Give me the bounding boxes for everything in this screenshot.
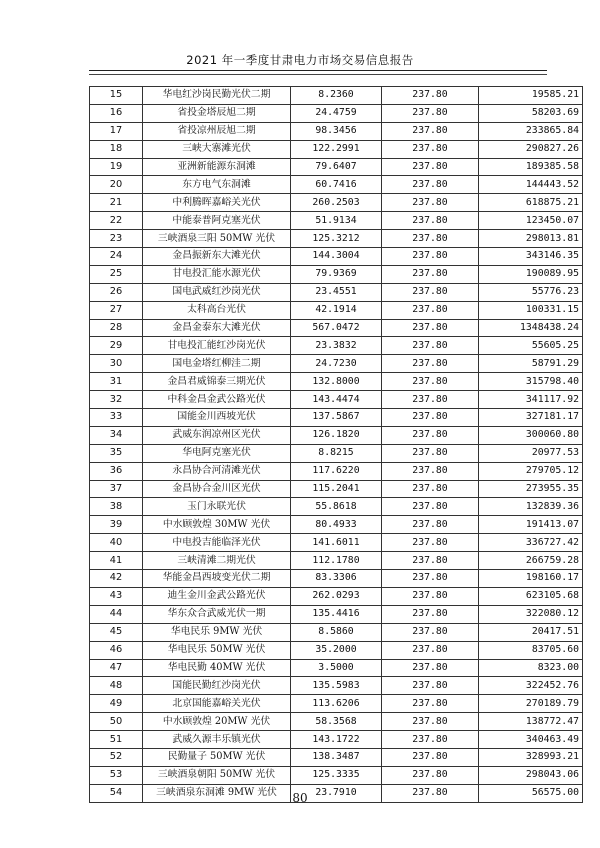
amount-cell: 19585.21 [479,87,583,105]
row-number-cell: 36 [90,462,143,480]
amount-cell: 189385.58 [479,158,583,176]
price-cell: 237.80 [382,104,479,122]
price-cell: 237.80 [382,355,479,373]
price-cell: 237.80 [382,552,479,570]
station-name-cell: 华电民乐 50MW 光伏 [143,641,291,659]
table-row [90,248,583,266]
table-row [90,265,583,283]
price-cell: 237.80 [382,265,479,283]
capacity-cell: 137.5867 [291,409,382,427]
amount-cell: 343146.35 [479,248,583,266]
price-cell: 237.80 [382,480,479,498]
capacity-cell: 98.3456 [291,122,382,140]
station-name-cell: 武威久源丰乐镇光伏 [143,731,291,749]
station-name-cell: 甘电投汇能水源光伏 [143,265,291,283]
price-cell: 237.80 [382,230,479,248]
row-number-cell: 54 [90,784,143,802]
table-row [90,337,583,355]
price-cell: 237.80 [382,337,479,355]
table-row [90,480,583,498]
row-number-cell: 29 [90,337,143,355]
amount-cell: 327181.17 [479,409,583,427]
capacity-cell: 23.7910 [291,784,382,802]
price-cell: 237.80 [382,659,479,677]
station-name-cell: 华电红沙岗民勤光伏二期 [143,87,291,105]
table-row [90,176,583,194]
station-name-cell: 国电金塔红柳洼二期 [143,355,291,373]
table-row [90,731,583,749]
capacity-cell: 143.4474 [291,391,382,409]
row-number-cell: 41 [90,552,143,570]
station-name-cell: 三峡酒泉朝阳 50MW 光伏 [143,766,291,784]
price-cell: 237.80 [382,140,479,158]
row-number-cell: 38 [90,498,143,516]
station-name-cell: 金昌振新东大滩光伏 [143,248,291,266]
station-name-cell: 东方电气东洞滩 [143,176,291,194]
table-row [90,695,583,713]
table-row [90,391,583,409]
row-number-cell: 22 [90,212,143,230]
amount-cell: 266759.28 [479,552,583,570]
header-rule-thin [89,74,547,75]
header-rule [89,70,547,71]
amount-cell: 132839.36 [479,498,583,516]
capacity-cell: 3.5000 [291,659,382,677]
capacity-cell: 8.2360 [291,87,382,105]
station-name-cell: 甘电投汇能红沙岗光伏 [143,337,291,355]
row-number-cell: 19 [90,158,143,176]
row-number-cell: 48 [90,677,143,695]
price-cell: 237.80 [382,731,479,749]
capacity-cell: 24.7230 [291,355,382,373]
price-cell: 237.80 [382,516,479,534]
row-number-cell: 42 [90,570,143,588]
row-number-cell: 47 [90,659,143,677]
station-name-cell: 华能金昌西坡变光伏二期 [143,570,291,588]
station-name-cell: 金昌协合金川区光伏 [143,480,291,498]
amount-cell: 55776.23 [479,283,583,301]
station-name-cell: 三峡大寨滩光伏 [143,140,291,158]
row-number-cell: 25 [90,265,143,283]
capacity-cell: 112.1780 [291,552,382,570]
amount-cell: 58203.69 [479,104,583,122]
price-cell: 237.80 [382,623,479,641]
station-name-cell: 华电阿克塞光伏 [143,444,291,462]
row-number-cell: 49 [90,695,143,713]
amount-cell: 233865.84 [479,122,583,140]
table-row [90,301,583,319]
amount-cell: 190089.95 [479,265,583,283]
amount-cell: 279705.12 [479,462,583,480]
capacity-cell: 42.1914 [291,301,382,319]
station-name-cell: 三峡酒泉三阳 50MW 光伏 [143,230,291,248]
amount-cell: 55605.25 [479,337,583,355]
row-number-cell: 24 [90,248,143,266]
row-number-cell: 37 [90,480,143,498]
capacity-cell: 80.4933 [291,516,382,534]
price-cell: 237.80 [382,176,479,194]
table-row [90,158,583,176]
station-name-cell: 华电民乐 9MW 光伏 [143,623,291,641]
table-row [90,87,583,105]
table-row [90,104,583,122]
table-row [90,605,583,623]
amount-cell: 322452.76 [479,677,583,695]
amount-cell: 100331.15 [479,301,583,319]
amount-cell: 290827.26 [479,140,583,158]
table-row [90,462,583,480]
row-number-cell: 33 [90,409,143,427]
capacity-cell: 35.2000 [291,641,382,659]
settlement-table [89,86,583,803]
capacity-cell: 23.3832 [291,337,382,355]
price-cell: 237.80 [382,695,479,713]
price-cell: 237.80 [382,301,479,319]
amount-cell: 322080.12 [479,605,583,623]
row-number-cell: 39 [90,516,143,534]
price-cell: 237.80 [382,462,479,480]
row-number-cell: 26 [90,283,143,301]
station-name-cell: 北京国能嘉峪关光伏 [143,695,291,713]
capacity-cell: 23.4551 [291,283,382,301]
amount-cell: 8323.00 [479,659,583,677]
row-number-cell: 30 [90,355,143,373]
price-cell: 237.80 [382,426,479,444]
table-row [90,534,583,552]
capacity-cell: 141.6011 [291,534,382,552]
capacity-cell: 79.6407 [291,158,382,176]
page-header-title: 2021 年一季度甘肃电力市场交易信息报告 [186,53,414,67]
capacity-cell: 262.0293 [291,587,382,605]
table-body [90,87,583,803]
price-cell: 237.80 [382,158,479,176]
station-name-cell: 中利腾晖嘉峪关光伏 [143,194,291,212]
capacity-cell: 8.8215 [291,444,382,462]
amount-cell: 83705.60 [479,641,583,659]
amount-cell: 123450.07 [479,212,583,230]
price-cell: 237.80 [382,122,479,140]
row-number-cell: 18 [90,140,143,158]
station-name-cell: 永昌协合河清滩光伏 [143,462,291,480]
amount-cell: 20417.51 [479,623,583,641]
amount-cell: 623105.68 [479,587,583,605]
table-row [90,355,583,373]
station-name-cell: 华电民勤 40MW 光伏 [143,659,291,677]
capacity-cell: 55.8618 [291,498,382,516]
table-row [90,641,583,659]
station-name-cell: 亚洲新能源东洞滩 [143,158,291,176]
table-row [90,230,583,248]
station-name-cell: 三峡清滩二期光伏 [143,552,291,570]
amount-cell: 144443.52 [479,176,583,194]
table-row [90,587,583,605]
table-row [90,283,583,301]
price-cell: 237.80 [382,248,479,266]
table-row [90,677,583,695]
capacity-cell: 115.2041 [291,480,382,498]
row-number-cell: 15 [90,87,143,105]
capacity-cell: 24.4759 [291,104,382,122]
table-row [90,140,583,158]
station-name-cell: 省投凉州辰旭二期 [143,122,291,140]
station-name-cell: 中能泰普阿克塞光伏 [143,212,291,230]
price-cell: 237.80 [382,319,479,337]
capacity-cell: 138.3487 [291,748,382,766]
row-number-cell: 53 [90,766,143,784]
station-name-cell: 中水顾敦煌 30MW 光伏 [143,516,291,534]
capacity-cell: 83.3306 [291,570,382,588]
row-number-cell: 51 [90,731,143,749]
table-row [90,659,583,677]
amount-cell: 270189.79 [479,695,583,713]
capacity-cell: 567.0472 [291,319,382,337]
table-row [90,516,583,534]
row-number-cell: 17 [90,122,143,140]
row-number-cell: 44 [90,605,143,623]
price-cell: 237.80 [382,283,479,301]
table-row [90,713,583,731]
station-name-cell: 中电投吉能临泽光伏 [143,534,291,552]
capacity-cell: 125.3212 [291,230,382,248]
row-number-cell: 20 [90,176,143,194]
price-cell: 237.80 [382,212,479,230]
amount-cell: 1348438.24 [479,319,583,337]
row-number-cell: 31 [90,373,143,391]
price-cell: 237.80 [382,391,479,409]
station-name-cell: 中科金昌金武公路光伏 [143,391,291,409]
row-number-cell: 21 [90,194,143,212]
amount-cell: 58791.29 [479,355,583,373]
capacity-cell: 113.6206 [291,695,382,713]
amount-cell: 56575.00 [479,784,583,802]
capacity-cell: 122.2991 [291,140,382,158]
station-name-cell: 省投金塔辰旭二期 [143,104,291,122]
table-row [90,444,583,462]
row-number-cell: 43 [90,587,143,605]
price-cell: 237.80 [382,373,479,391]
table-row [90,498,583,516]
price-cell: 237.80 [382,784,479,802]
capacity-cell: 58.3568 [291,713,382,731]
station-name-cell: 华东众合武威光伏一期 [143,605,291,623]
price-cell: 237.80 [382,677,479,695]
table-row [90,319,583,337]
table-row [90,766,583,784]
station-name-cell: 太科高台光伏 [143,301,291,319]
price-cell: 237.80 [382,534,479,552]
capacity-cell: 51.9134 [291,212,382,230]
price-cell: 237.80 [382,444,479,462]
station-name-cell: 国电武威红沙岗光伏 [143,283,291,301]
capacity-cell: 143.1722 [291,731,382,749]
row-number-cell: 28 [90,319,143,337]
table-row [90,194,583,212]
station-name-cell: 玉门永联光伏 [143,498,291,516]
table-row [90,409,583,427]
row-number-cell: 50 [90,713,143,731]
table-row [90,748,583,766]
amount-cell: 315798.40 [479,373,583,391]
table-row [90,373,583,391]
station-name-cell: 金昌金泰东大滩光伏 [143,319,291,337]
price-cell: 237.80 [382,713,479,731]
amount-cell: 273955.35 [479,480,583,498]
station-name-cell: 金昌君威锦泰三期光伏 [143,373,291,391]
amount-cell: 138772.47 [479,713,583,731]
station-name-cell: 民勤量子 50MW 光伏 [143,748,291,766]
row-number-cell: 45 [90,623,143,641]
row-number-cell: 23 [90,230,143,248]
price-cell: 237.80 [382,605,479,623]
capacity-cell: 135.4416 [291,605,382,623]
capacity-cell: 132.8000 [291,373,382,391]
capacity-cell: 126.1820 [291,426,382,444]
amount-cell: 336727.42 [479,534,583,552]
station-name-cell: 武威东润凉州区光伏 [143,426,291,444]
row-number-cell: 40 [90,534,143,552]
price-cell: 237.80 [382,766,479,784]
table-row [90,552,583,570]
capacity-cell: 125.3335 [291,766,382,784]
amount-cell: 300060.80 [479,426,583,444]
price-cell: 237.80 [382,409,479,427]
price-cell: 237.80 [382,87,479,105]
amount-cell: 20977.53 [479,444,583,462]
table-row [90,122,583,140]
price-cell: 237.80 [382,641,479,659]
table-row [90,426,583,444]
row-number-cell: 46 [90,641,143,659]
price-cell: 237.80 [382,498,479,516]
amount-cell: 328993.21 [479,748,583,766]
station-name-cell: 三峡酒泉东洞滩 9MW 光伏 [143,784,291,802]
capacity-cell: 135.5983 [291,677,382,695]
table-row [90,623,583,641]
row-number-cell: 27 [90,301,143,319]
table-row [90,212,583,230]
station-name-cell: 国能金川西坡光伏 [143,409,291,427]
amount-cell: 298043.06 [479,766,583,784]
price-cell: 237.80 [382,570,479,588]
price-cell: 237.80 [382,194,479,212]
amount-cell: 298013.81 [479,230,583,248]
row-number-cell: 34 [90,426,143,444]
capacity-cell: 60.7416 [291,176,382,194]
capacity-cell: 79.9369 [291,265,382,283]
capacity-cell: 260.2503 [291,194,382,212]
capacity-cell: 144.3004 [291,248,382,266]
station-name-cell: 迪生金川金武公路光伏 [143,587,291,605]
capacity-cell: 117.6220 [291,462,382,480]
row-number-cell: 52 [90,748,143,766]
row-number-cell: 35 [90,444,143,462]
station-name-cell: 国能民勤红沙岗光伏 [143,677,291,695]
row-number-cell: 32 [90,391,143,409]
table-row [90,570,583,588]
page-number: 80 [292,791,308,805]
amount-cell: 198160.17 [479,570,583,588]
capacity-cell: 8.5860 [291,623,382,641]
amount-cell: 191413.07 [479,516,583,534]
price-cell: 237.80 [382,748,479,766]
price-cell: 237.80 [382,587,479,605]
amount-cell: 618875.21 [479,194,583,212]
amount-cell: 340463.49 [479,731,583,749]
amount-cell: 341117.92 [479,391,583,409]
station-name-cell: 中水顾敦煌 20MW 光伏 [143,713,291,731]
row-number-cell: 16 [90,104,143,122]
